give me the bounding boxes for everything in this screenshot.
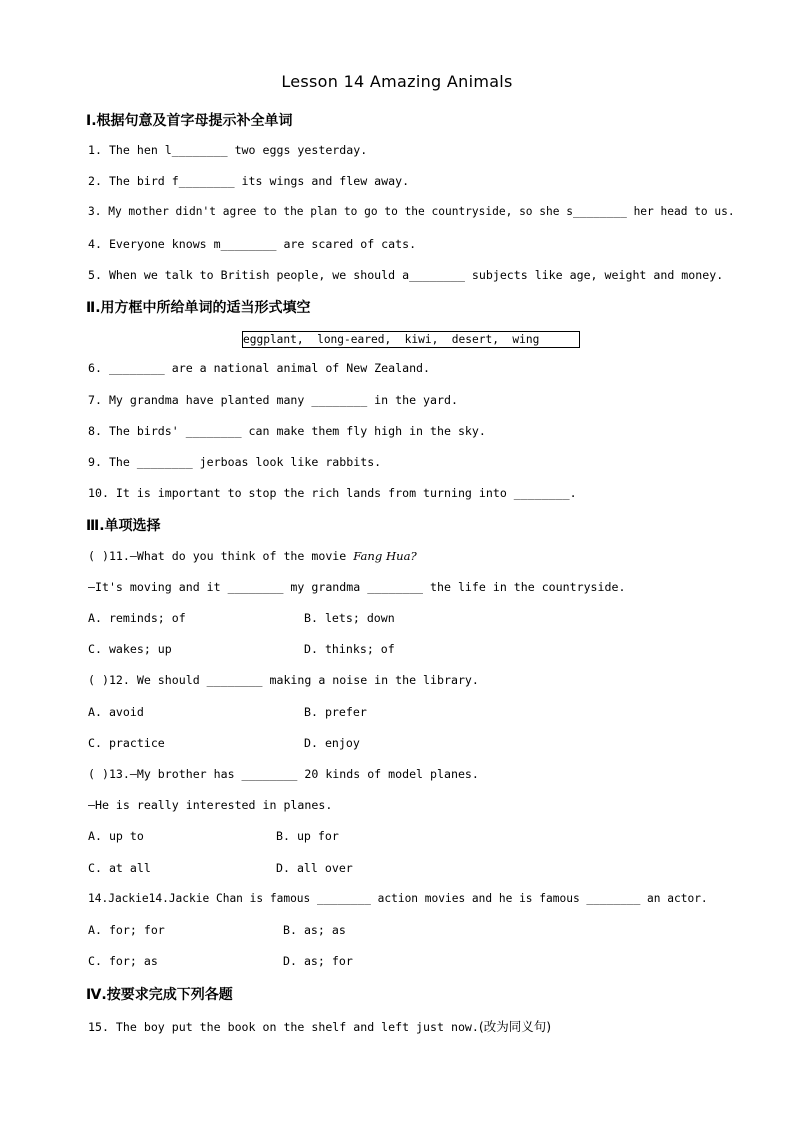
section-4-heading: Ⅳ.按要求完成下列各题 (86, 987, 233, 1003)
question-14: 14.Jackie14.Jackie Chan is famous ________ action movies and he is famous ________ an actor. (88, 892, 708, 905)
q14-option-c: C. for; as (88, 954, 158, 968)
q11-option-a: A. reminds; of (88, 611, 186, 625)
question-13-answer-line: —He is really interested in planes. (88, 798, 333, 812)
q14-option-b: B. as; as (283, 923, 346, 937)
question-1: 1. The hen l________ two eggs yesterday. (88, 143, 368, 157)
q12-option-b: B. prefer (304, 705, 367, 719)
question-15 (88, 1017, 551, 1035)
question-8: 8. The birds' ________ can make them fly high in the sky. (88, 424, 486, 438)
section-3-heading: Ⅲ.单项选择 (86, 518, 161, 534)
question-15-instruction: (改为同义句) (478, 1019, 552, 1034)
question-13: ( )13.—My brother has ________ 20 kinds of model planes. (88, 767, 479, 781)
q12-option-d: D. enjoy (304, 736, 360, 750)
q14-option-d: D. as; for (283, 954, 353, 968)
q11-option-c: C. wakes; up (88, 642, 172, 656)
movie-title: Fang Hua? (353, 549, 417, 563)
question-5: 5. When we talk to British people, we should a________ subjects like age, weight and money. (88, 268, 724, 282)
q12-option-c: C. practice (88, 736, 165, 750)
question-10: 10. It is important to stop the rich lands from turning into ________. (88, 486, 577, 500)
question-9: 9. The ________ jerboas look like rabbits. (88, 455, 382, 469)
q11-option-d: D. thinks; of (304, 642, 395, 656)
q13-option-d: D. all over (276, 861, 353, 875)
section-2-heading: Ⅱ.用方框中所给单词的适当形式填空 (86, 300, 311, 316)
q11-option-b: B. lets; down (304, 611, 395, 625)
q13-option-c: C. at all (88, 861, 151, 875)
section-1-heading: Ⅰ.根据句意及首字母提示补全单词 (86, 113, 293, 129)
q13-option-b: B. up for (276, 829, 339, 843)
question-6: 6. ________ are a national animal of New Zealand. (88, 361, 431, 375)
question-7: 7. My grandma have planted many ________ in the yard. (88, 393, 458, 407)
question-12: ( )12. We should ________ making a noise in the library. (88, 673, 479, 687)
question-11-text: ( )11.—What do you think of the movie (88, 549, 354, 563)
question-2: 2. The bird f________ its wings and flew away. (88, 174, 410, 188)
question-4: 4. Everyone knows m________ are scared of cats. (88, 237, 417, 251)
question-3: 3. My mother didn't agree to the plan to go to the countryside, so she s________ her head to us. (88, 205, 735, 218)
q12-option-a: A. avoid (88, 705, 144, 719)
q14-option-a: A. for; for (88, 923, 165, 937)
page-title: Lesson 14 Amazing Animals (281, 72, 513, 91)
question-11 (88, 549, 417, 563)
word-box: eggplant, long-eared, kiwi, desert, wing (242, 331, 580, 348)
question-15-text: 15. The boy put the book on the shelf and left just now. (88, 1020, 479, 1034)
q13-option-a: A. up to (88, 829, 144, 843)
question-11-answer-line: —It's moving and it ________ my grandma ________ the life in the countryside. (88, 580, 626, 594)
